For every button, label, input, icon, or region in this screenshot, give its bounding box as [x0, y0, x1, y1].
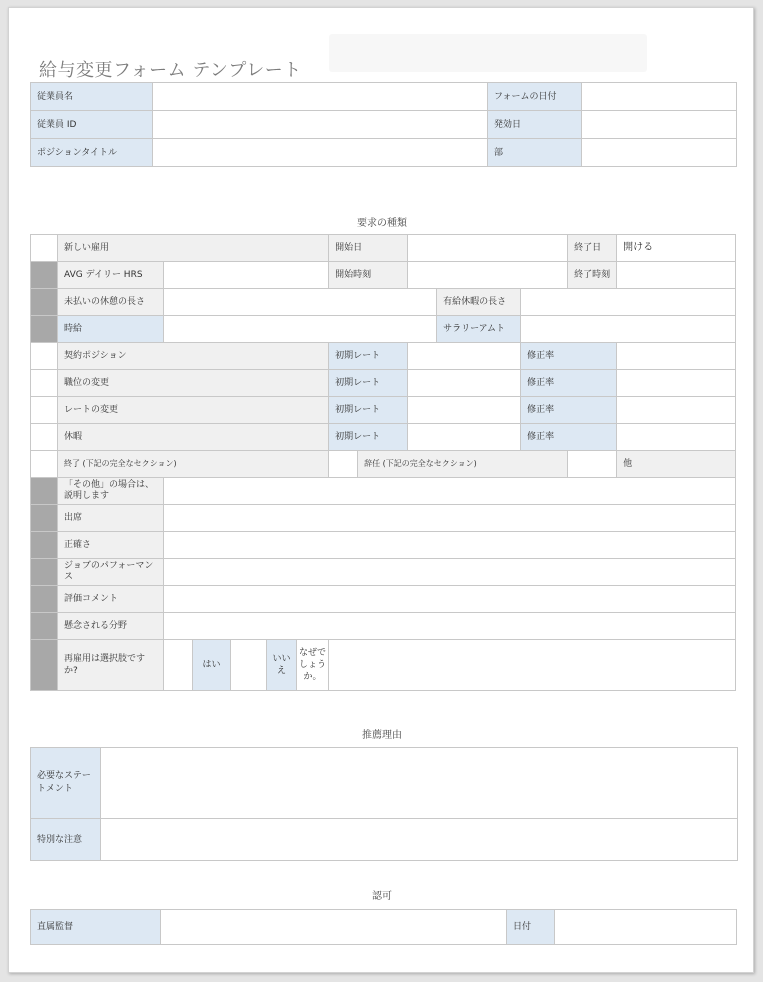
- rehire-label: 再雇用は選択肢ですか?: [58, 640, 164, 691]
- new-hire-label: 新しい雇用: [58, 235, 329, 262]
- employee-name-field[interactable]: [153, 83, 488, 111]
- hourly-marker: [31, 316, 58, 343]
- rate-initial-rate-label: 初期レート: [329, 397, 408, 424]
- concern-areas-marker: [31, 613, 58, 640]
- hourly-label: 時給: [58, 316, 164, 343]
- end-date-label: 終了日: [568, 235, 617, 262]
- required-statement-label: 必要なステートメント: [31, 748, 101, 819]
- review-comments-field[interactable]: [164, 586, 736, 613]
- form-date-field[interactable]: [582, 83, 737, 111]
- other-explain-label: 「その他」の場合は、説明します: [58, 478, 164, 505]
- start-date-field[interactable]: [408, 235, 568, 262]
- leave-revised-rate-field[interactable]: [617, 424, 736, 451]
- contract-initial-rate-field[interactable]: [408, 343, 521, 370]
- position-revised-rate-field[interactable]: [617, 370, 736, 397]
- review-comments-label: 評価コメント: [58, 586, 164, 613]
- approval-heading: 認可: [372, 891, 392, 902]
- request-type-table: [30, 234, 736, 691]
- accuracy-marker: [31, 532, 58, 559]
- leave-revised-rate-label: 修正率: [521, 424, 617, 451]
- unpaid-break-field[interactable]: [164, 289, 437, 316]
- contract-position-label: 契約ポジション: [58, 343, 329, 370]
- effective-date-field[interactable]: [582, 111, 737, 139]
- leave-label: 休暇: [58, 424, 329, 451]
- supervisor-field[interactable]: [161, 910, 507, 945]
- recommendation-reason-table: [30, 747, 738, 861]
- leave-initial-rate-field[interactable]: [408, 424, 521, 451]
- termination-checkbox[interactable]: [31, 451, 58, 478]
- new-hire-checkbox[interactable]: [31, 235, 58, 262]
- resignation-checkbox[interactable]: [329, 451, 358, 478]
- end-time-label: 終了時刻: [568, 262, 617, 289]
- position-change-label: 職位の変更: [58, 370, 329, 397]
- department-label: 部: [488, 139, 582, 167]
- position-initial-rate-label: 初期レート: [329, 370, 408, 397]
- concern-areas-field[interactable]: [164, 613, 736, 640]
- accuracy-label: 正確さ: [58, 532, 164, 559]
- end-time-field[interactable]: [617, 262, 736, 289]
- paid-break-field[interactable]: [521, 289, 736, 316]
- other-explain-field[interactable]: [164, 478, 736, 505]
- employee-id-label: 従業員 ID: [31, 111, 153, 139]
- concern-areas-label: 懸念される分野: [58, 613, 164, 640]
- job-performance-field[interactable]: [164, 559, 736, 586]
- termination-label: 終了 (下記の完全なセクション): [58, 451, 329, 478]
- approval-date-label: 日付: [507, 910, 555, 945]
- approval-table: [30, 909, 737, 945]
- paid-break-label: 有給休暇の長さ: [437, 289, 521, 316]
- leave-initial-rate-label: 初期レート: [329, 424, 408, 451]
- rate-initial-rate-field[interactable]: [408, 397, 521, 424]
- required-statement-field[interactable]: [101, 748, 738, 819]
- job-performance-marker: [31, 559, 58, 586]
- unpaid-break-marker: [31, 289, 58, 316]
- supervisor-label: 直属監督: [31, 910, 161, 945]
- salary-amount-label: サラリーアムト: [437, 316, 521, 343]
- rehire-no-checkbox[interactable]: [231, 640, 267, 691]
- review-comments-marker: [31, 586, 58, 613]
- avg-daily-label: AVG デイリー HRS: [58, 262, 164, 289]
- rehire-yes-checkbox[interactable]: [164, 640, 193, 691]
- request-type-heading: 要求の種類: [357, 218, 407, 229]
- avg-daily-marker: [31, 262, 58, 289]
- start-time-field[interactable]: [408, 262, 568, 289]
- page-title: 給与変更フォーム テンプレート: [39, 60, 302, 81]
- rate-change-label: レートの変更: [58, 397, 329, 424]
- employee-name-label: 従業員名: [31, 83, 153, 111]
- accuracy-field[interactable]: [164, 532, 736, 559]
- special-notes-label: 特別な注意: [31, 819, 101, 861]
- rehire-why-label: なぜでしょうか。: [297, 640, 329, 691]
- job-performance-label: ジョブのパフォーマンス: [58, 559, 164, 586]
- attendance-marker: [31, 505, 58, 532]
- resignation-label: 辞任 (下記の完全なセクション): [358, 451, 568, 478]
- effective-date-label: 発効日: [488, 111, 582, 139]
- unpaid-break-label: 未払いの休憩の長さ: [58, 289, 164, 316]
- rate-revised-rate-label: 修正率: [521, 397, 617, 424]
- rehire-why-field[interactable]: [329, 640, 736, 691]
- position-title-field[interactable]: [153, 139, 488, 167]
- contract-initial-rate-label: 初期レート: [329, 343, 408, 370]
- position-change-checkbox[interactable]: [31, 370, 58, 397]
- department-field[interactable]: [582, 139, 737, 167]
- rehire-yes-label: はい: [193, 640, 231, 691]
- attendance-label: 出席: [58, 505, 164, 532]
- blurred-logo-area: [329, 34, 647, 72]
- form-date-label: フォームの日付: [488, 83, 582, 111]
- attendance-field[interactable]: [164, 505, 736, 532]
- position-revised-rate-label: 修正率: [521, 370, 617, 397]
- position-initial-rate-field[interactable]: [408, 370, 521, 397]
- other-checkbox[interactable]: [568, 451, 617, 478]
- recommendation-reason-heading: 推薦理由: [362, 730, 402, 741]
- start-time-label: 開始時刻: [329, 262, 408, 289]
- special-notes-field[interactable]: [101, 819, 738, 861]
- end-date-value[interactable]: 開ける: [617, 235, 736, 262]
- avg-daily-field[interactable]: [164, 262, 329, 289]
- hourly-field[interactable]: [164, 316, 437, 343]
- contract-position-checkbox[interactable]: [31, 343, 58, 370]
- rate-revised-rate-field[interactable]: [617, 397, 736, 424]
- other-explain-marker: [31, 478, 58, 505]
- employee-info-table: [30, 82, 737, 167]
- employee-id-field[interactable]: [153, 111, 488, 139]
- salary-amount-field[interactable]: [521, 316, 736, 343]
- rehire-marker: [31, 640, 58, 691]
- contract-revised-rate-field[interactable]: [617, 343, 736, 370]
- leave-checkbox[interactable]: [31, 424, 58, 451]
- rehire-no-label: いいえ: [267, 640, 297, 691]
- rate-change-checkbox[interactable]: [31, 397, 58, 424]
- other-label: 他: [617, 451, 736, 478]
- position-title-label: ポジションタイトル: [31, 139, 153, 167]
- contract-revised-rate-label: 修正率: [521, 343, 617, 370]
- start-date-label: 開始日: [329, 235, 408, 262]
- document-page: [8, 7, 754, 973]
- approval-date-field[interactable]: [555, 910, 737, 945]
